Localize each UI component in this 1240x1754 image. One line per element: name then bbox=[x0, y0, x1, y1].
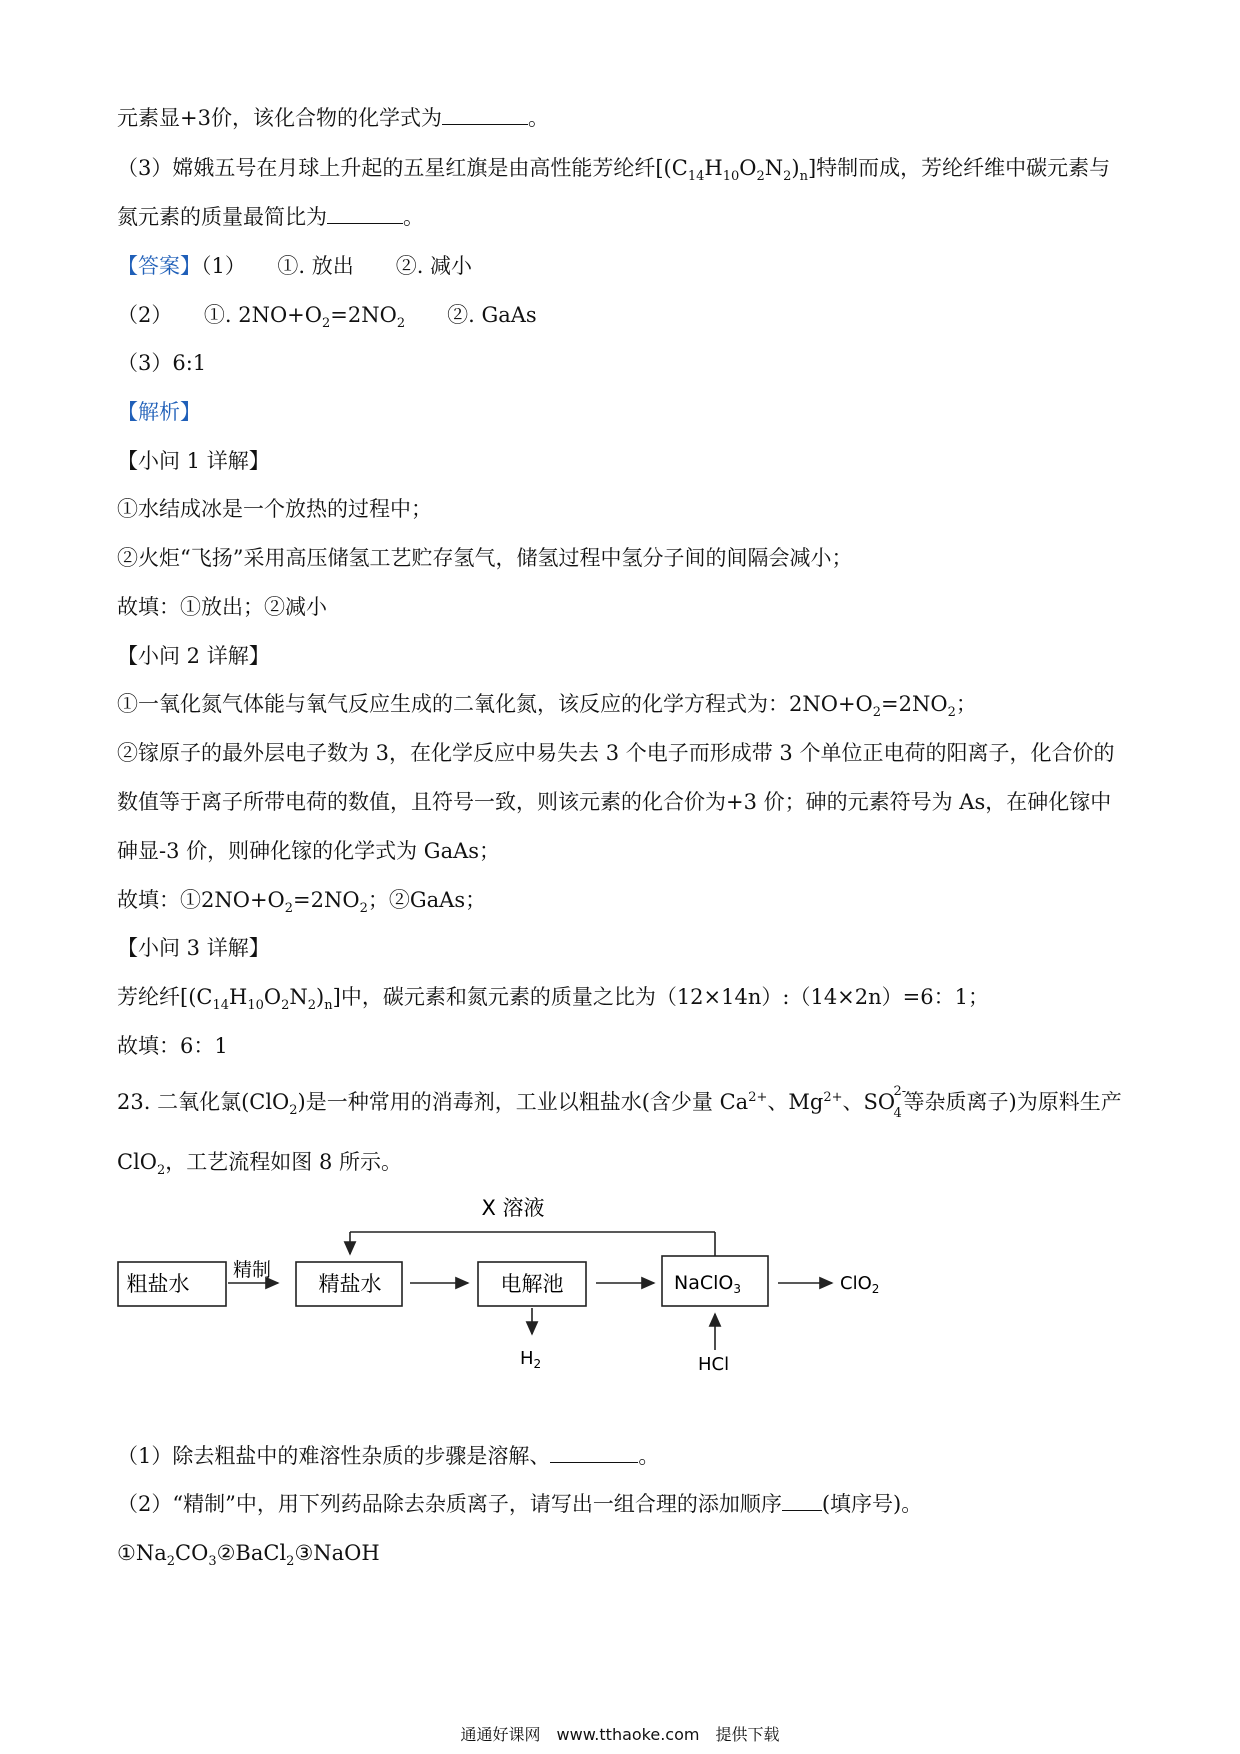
section-title: 【小问 2 详解】 bbox=[117, 644, 270, 668]
text: （2） ①. 2NO+O bbox=[117, 303, 322, 327]
subscript: 3 bbox=[733, 1282, 741, 1296]
subscript: 3 bbox=[208, 1554, 217, 1570]
text: 。 bbox=[403, 205, 424, 229]
text-line: ②镓原子的最外层电子数为 3，在化学反应中易失去 3 个电子而形成带 3 个单位正电荷的阳离子，化合价的 bbox=[117, 741, 1115, 765]
answer-blank bbox=[327, 203, 403, 224]
question-23-line bbox=[117, 1084, 1122, 1121]
text: （3）6:1 bbox=[117, 351, 207, 375]
subscript: 2 bbox=[166, 1554, 176, 1570]
text-line bbox=[117, 885, 486, 915]
text-line: ②火炬“飞扬”采用高压储氢工艺贮存氢气，储氢过程中氢分子间的间隔会减小； bbox=[117, 546, 853, 570]
subscript: 2 bbox=[533, 1357, 542, 1371]
text: NaClO bbox=[674, 1272, 734, 1294]
text-line: 故填：6：1 bbox=[117, 1034, 228, 1058]
subscript: n bbox=[799, 169, 808, 185]
subscript: 14 bbox=[212, 998, 230, 1014]
answer-blank bbox=[550, 1442, 638, 1463]
text: （1） ①. 放出 ②. 减小 bbox=[201, 254, 473, 278]
text: H bbox=[704, 156, 723, 180]
text-line bbox=[117, 982, 989, 1012]
answer-blank bbox=[782, 1490, 822, 1511]
text: ) bbox=[791, 156, 800, 180]
electrolysis-label: 电解池 bbox=[500, 1272, 564, 1296]
text-line bbox=[117, 689, 977, 719]
superscript: 2+ bbox=[748, 1090, 768, 1105]
superscript: 2- bbox=[893, 1084, 907, 1099]
text: 。 bbox=[527, 106, 549, 130]
text: ) bbox=[316, 985, 325, 1009]
text: CO bbox=[175, 1541, 209, 1565]
text: H bbox=[229, 985, 248, 1009]
subscript: 2 bbox=[871, 1282, 880, 1296]
section-title: 【小问 3 详解】 bbox=[117, 936, 270, 960]
text: ]特制而成，芳纶纤维中碳元素与 bbox=[807, 156, 1111, 180]
hcl-label: HCl bbox=[698, 1354, 730, 1375]
text-line bbox=[117, 103, 549, 133]
text: 23. 二氧化氯(ClO bbox=[117, 1090, 290, 1114]
subscript: 2 bbox=[872, 705, 882, 721]
text: ②. GaAs bbox=[405, 303, 537, 327]
h2-label bbox=[520, 1348, 541, 1371]
text-line bbox=[117, 1441, 659, 1471]
text: 元素显+3价，该化合物的化学式为 bbox=[117, 106, 442, 130]
text: =2NO bbox=[330, 303, 397, 327]
text: 等杂质离子)为原料生产 bbox=[903, 1090, 1122, 1114]
text-line: 故填：①放出；②减小 bbox=[117, 595, 327, 619]
text: =2NO bbox=[881, 692, 948, 716]
subscript: 2 bbox=[281, 998, 290, 1014]
text: N bbox=[289, 985, 308, 1009]
process-flow-diagram bbox=[110, 1190, 910, 1380]
text: （2）“精制”中，用下列药品除去杂质离子，请写出一组合理的添加顺序 bbox=[117, 1492, 782, 1516]
crude-brine-label: 粗盐水 bbox=[126, 1272, 190, 1296]
answer-line bbox=[117, 348, 206, 378]
text: ，工艺流程如图 8 所示。 bbox=[165, 1150, 403, 1174]
text: SO bbox=[863, 1090, 896, 1114]
text: ； bbox=[955, 692, 977, 716]
text-line bbox=[117, 153, 1110, 183]
answer-line bbox=[117, 251, 472, 281]
text: 、Mg bbox=[767, 1090, 824, 1114]
subscript: 2 bbox=[284, 901, 294, 917]
text: ①一氧化氮气体能与氧气反应生成的二氧化氮，该反应的化学方程式为：2NO+O bbox=[117, 692, 873, 716]
text: ②BaCl bbox=[216, 1541, 287, 1565]
text: 。 bbox=[638, 1444, 660, 1468]
text: ]中，碳元素和氮元素的质量之比为（12×14n）:（14×2n）=6：1； bbox=[332, 985, 989, 1009]
text: （1）除去粗盐中的难溶性杂质的步骤是溶解、 bbox=[117, 1444, 551, 1468]
text: ClO bbox=[117, 1150, 158, 1174]
text: N bbox=[764, 156, 784, 180]
text: ③NaOH bbox=[294, 1541, 380, 1565]
answer-blank bbox=[442, 104, 528, 125]
text: 芳纶纤[(C bbox=[117, 985, 213, 1009]
naclo3-label bbox=[674, 1272, 741, 1296]
text: ；②GaAs； bbox=[367, 888, 487, 912]
subscript: 2 bbox=[289, 1103, 298, 1119]
section-title: 【小问 1 详解】 bbox=[117, 449, 270, 473]
text: O bbox=[263, 985, 282, 1009]
text: O bbox=[739, 156, 757, 180]
subscript: 2 bbox=[321, 316, 331, 332]
text-line: ①水结成冰是一个放热的过程中； bbox=[117, 497, 432, 521]
text: )是一种常用的消毒剂，工业以粗盐水(含少量 Ca bbox=[297, 1090, 749, 1114]
subscript: 10 bbox=[247, 998, 264, 1014]
text: H bbox=[520, 1348, 534, 1369]
subscript: 2 bbox=[307, 998, 317, 1014]
text: （3）嫦娥五号在月球上升起的五星红旗是由高性能芳纶纤[(C bbox=[117, 156, 688, 180]
answer-tag: 【答案】 bbox=[117, 254, 201, 278]
sulfate-ion bbox=[863, 1084, 907, 1121]
subscript: 2 bbox=[947, 705, 956, 721]
text-line: 砷显-3 价，则砷化镓的化学式为 GaAs； bbox=[117, 839, 501, 863]
text-line bbox=[117, 202, 424, 232]
subscript: 10 bbox=[722, 169, 740, 185]
subscript: 2 bbox=[286, 1554, 295, 1570]
answer-line bbox=[117, 300, 537, 330]
text: 故填：①2NO+O bbox=[117, 888, 285, 912]
subscript: 2 bbox=[359, 901, 368, 917]
analysis-tag: 【解析】 bbox=[117, 400, 201, 424]
text: 氮元素的质量最简比为 bbox=[117, 205, 327, 229]
clo2-label bbox=[840, 1273, 879, 1296]
text: =2NO bbox=[293, 888, 360, 912]
text: (填序号)。 bbox=[821, 1492, 923, 1516]
subscript: n bbox=[324, 998, 333, 1014]
refine-label: 精制 bbox=[232, 1259, 272, 1281]
subscript: 4 bbox=[893, 1106, 902, 1121]
text-line bbox=[117, 1489, 922, 1519]
superscript: 2+ bbox=[823, 1090, 843, 1105]
subscript: 2 bbox=[396, 316, 406, 332]
text-line bbox=[117, 1147, 402, 1177]
subscript: 2 bbox=[157, 1163, 166, 1179]
text: ClO bbox=[840, 1273, 872, 1294]
subscript: 2 bbox=[756, 169, 765, 185]
subscript: 14 bbox=[687, 169, 705, 185]
subscript: 2 bbox=[783, 169, 792, 185]
text: ①Na bbox=[117, 1541, 167, 1565]
text-line bbox=[117, 1538, 380, 1568]
x-solution-label: X 溶液 bbox=[481, 1196, 545, 1220]
text-line: 数值等于离子所带电荷的数值，且符号一致，则该元素的化合价为+3 价；砷的元素符号为 As，在砷化镓中 bbox=[117, 790, 1112, 814]
page-footer: 通通好课网 www.tthaoke.com 提供下载 bbox=[460, 1725, 780, 1744]
text: 、 bbox=[842, 1090, 864, 1114]
refined-brine-label: 精盐水 bbox=[318, 1272, 382, 1296]
